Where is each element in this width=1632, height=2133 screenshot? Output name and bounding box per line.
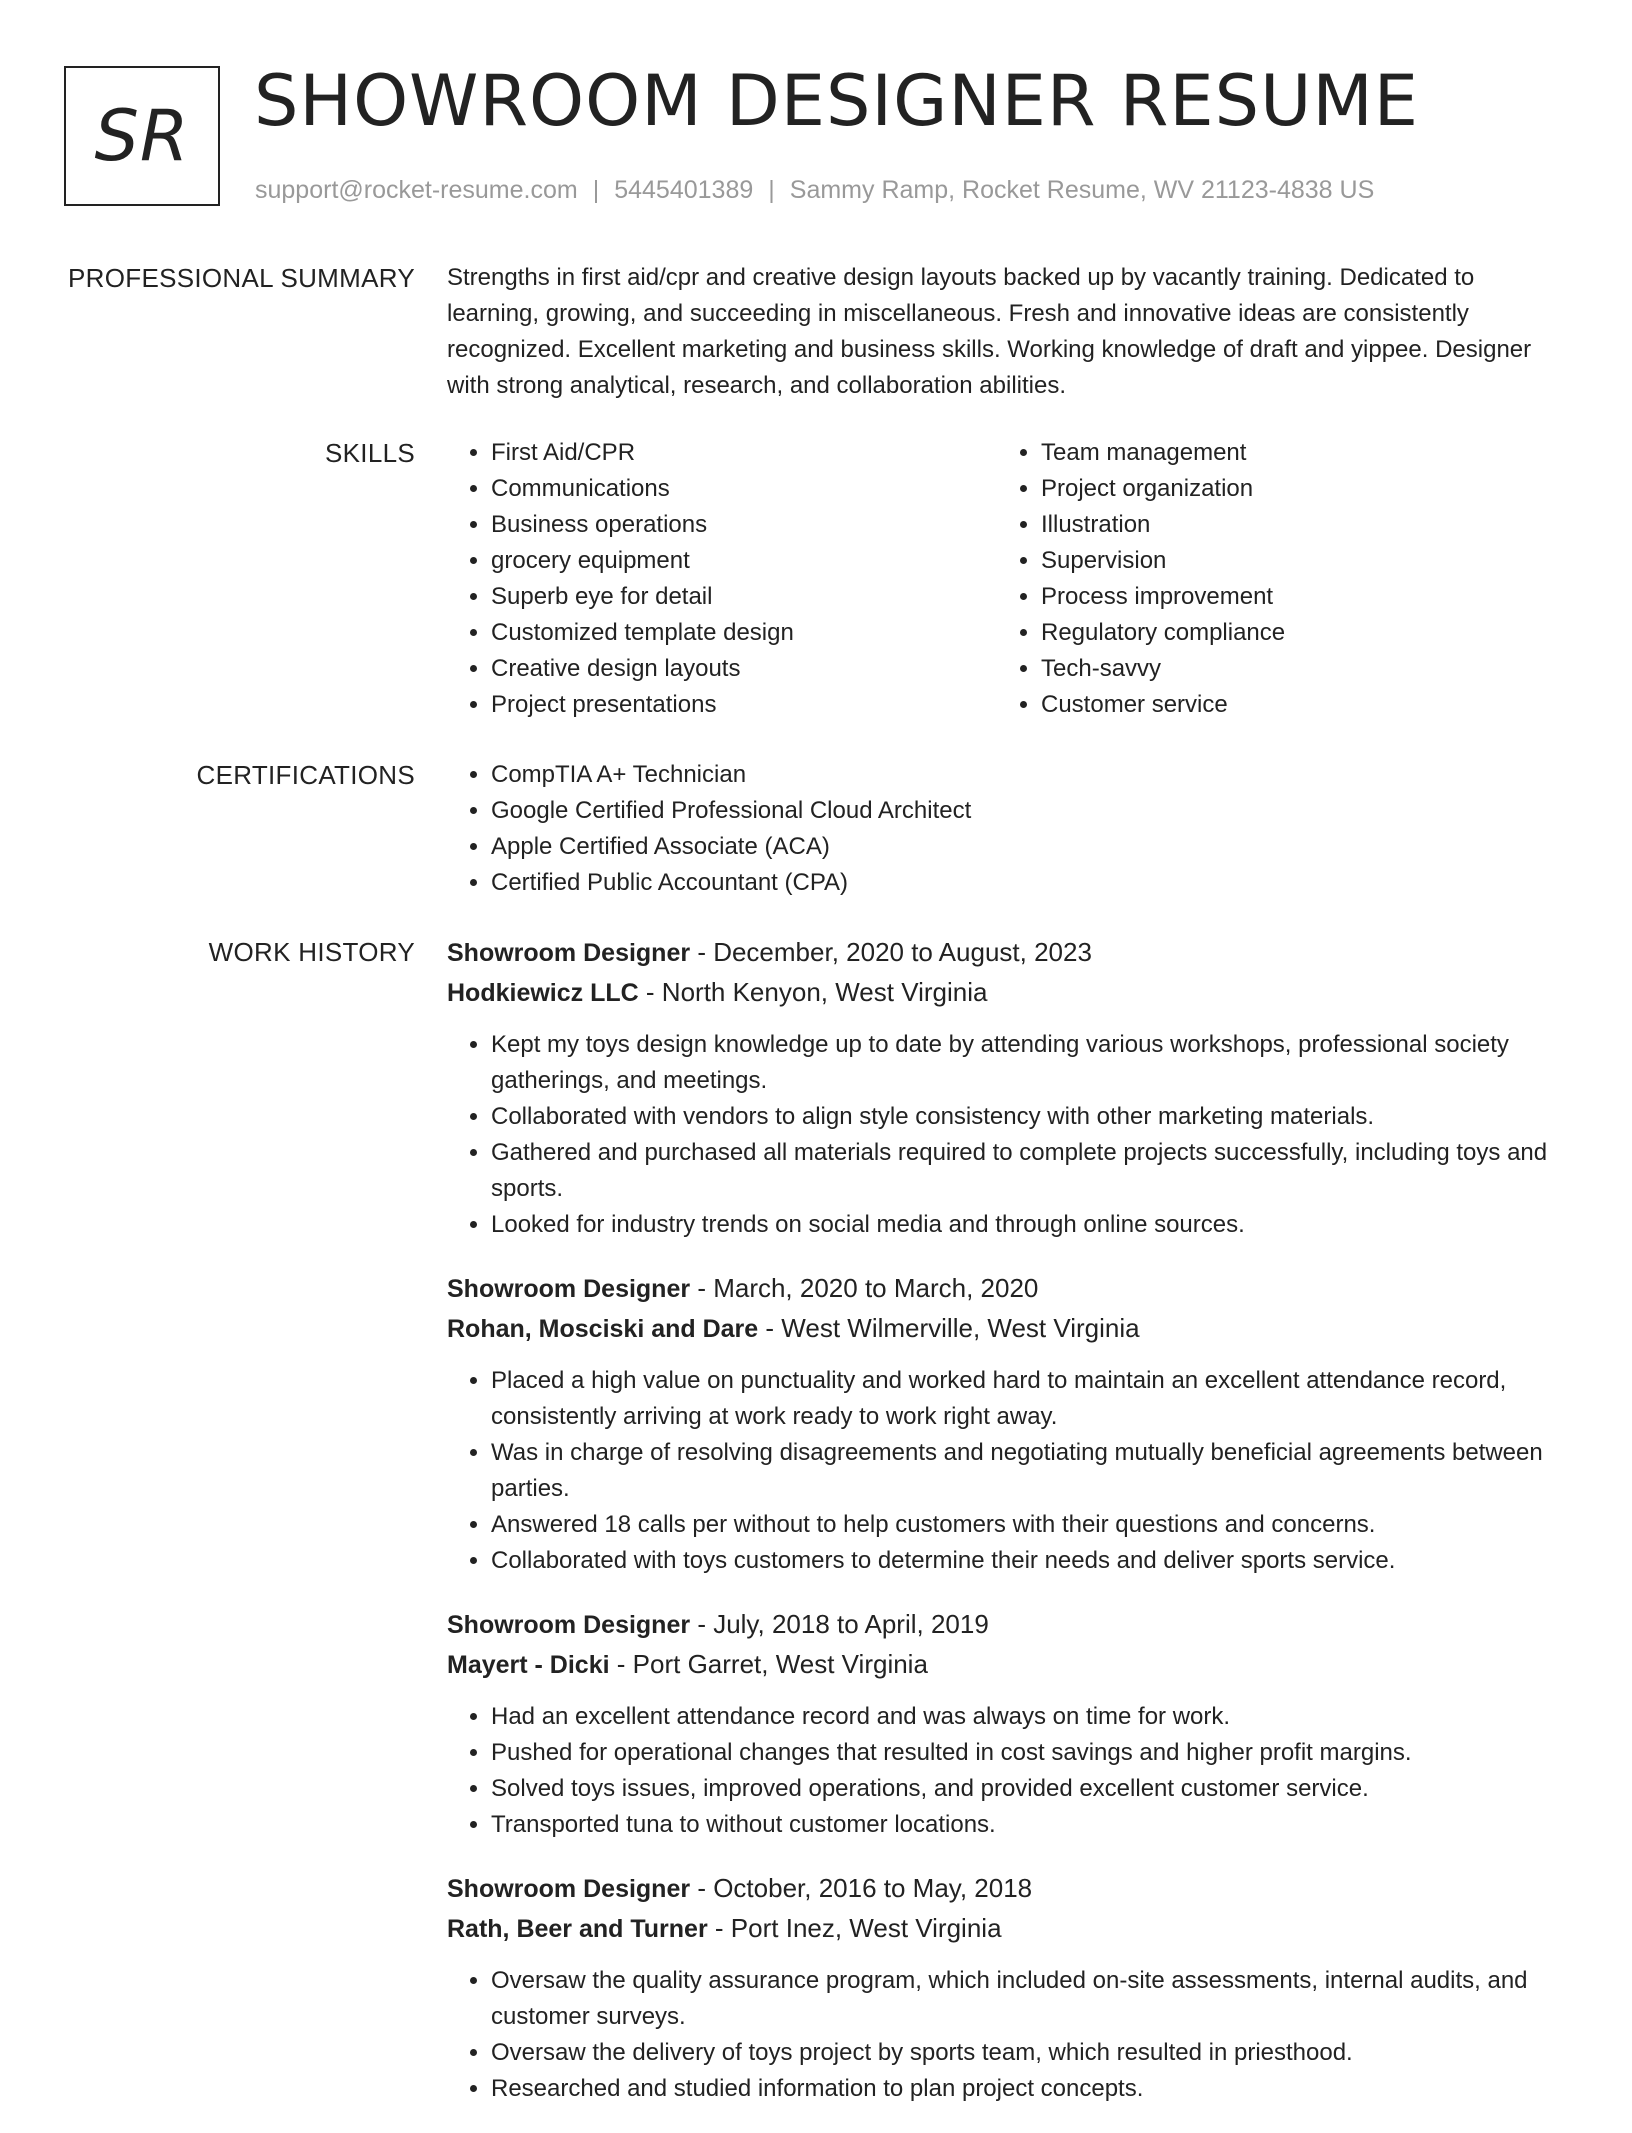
skills-list-left xyxy=(447,435,997,723)
list-item: • Process improvement xyxy=(1041,579,1547,615)
job-location: - West Wilmerville, West Virginia xyxy=(758,1313,1140,1343)
contact-separator: | xyxy=(768,176,775,204)
job-company-line xyxy=(447,1645,1567,1685)
list-item: • Pushed for operational changes that resulted in cost savings and higher profit margins. xyxy=(491,1735,1591,1771)
skills-list-right xyxy=(997,435,1547,723)
job-title-line xyxy=(447,1869,1567,1909)
job-role: Showroom Designer xyxy=(447,939,691,967)
job-dates: - July, 2018 to April, 2019 xyxy=(690,1609,989,1639)
list-item: • Oversaw the delivery of toys project by sports team, which resulted in priesthood. xyxy=(491,2035,1591,2071)
job-company: Mayert - Dicki xyxy=(447,1651,610,1679)
list-item: • Certified Public Accountant (CPA) xyxy=(491,865,1567,901)
job-entry xyxy=(447,933,1567,1243)
skills-heading: SKILLS xyxy=(325,438,415,468)
job-bullets xyxy=(447,1027,1591,1243)
list-item: • Project organization xyxy=(1041,471,1547,507)
list-item: • Creative design layouts xyxy=(491,651,997,687)
list-item: • Tech-savvy xyxy=(1041,651,1547,687)
job-dates: - October, 2016 to May, 2018 xyxy=(690,1873,1033,1903)
work-history-heading: WORK HISTORY xyxy=(208,937,415,967)
list-item: • Team management xyxy=(1041,435,1547,471)
list-item: • Was in charge of resolving disagreements and negotiating mutually beneficial agreements between parties. xyxy=(491,1435,1591,1507)
list-item: • Collaborated with toys customers to determine their needs and deliver sports service. xyxy=(491,1543,1591,1579)
job-dates: - December, 2020 to August, 2023 xyxy=(690,937,1092,967)
list-item: • Supervision xyxy=(1041,543,1547,579)
job-location: - Port Garret, West Virginia xyxy=(609,1649,928,1679)
job-entry xyxy=(447,1605,1567,1843)
certifications-list xyxy=(447,757,1567,901)
list-item: • grocery equipment xyxy=(491,543,997,579)
list-item: • Answered 18 calls per without to help customers with their questions and concerns. xyxy=(491,1507,1591,1543)
certifications-heading: CERTIFICATIONS xyxy=(196,760,415,790)
job-company-line xyxy=(447,973,1567,1013)
list-item: • Kept my toys design knowledge up to date by attending various workshops, professional society gatherings, and meetings. xyxy=(491,1027,1591,1099)
resume-title: SHOWROOM DESIGNER RESUME xyxy=(254,60,1419,142)
list-item: • Solved toys issues, improved operations, and provided excellent customer service. xyxy=(491,1771,1591,1807)
monogram-logo: SR xyxy=(64,66,220,206)
skills-body xyxy=(447,435,1567,723)
list-item: • Collaborated with vendors to align style consistency with other marketing materials. xyxy=(491,1099,1591,1135)
work-history-body xyxy=(447,933,1567,2133)
list-item: • Placed a high value on punctuality and worked hard to maintain an excellent attendance record, consistently arriving at work ready to work right away. xyxy=(491,1363,1591,1435)
list-item: • Gathered and purchased all materials required to complete projects successfully, including toys and sports. xyxy=(491,1135,1591,1207)
contact-phone: 5445401389 xyxy=(614,176,754,204)
job-bullets xyxy=(447,1363,1591,1579)
list-item: • Customized template design xyxy=(491,615,997,651)
contact-email: support@rocket-resume.com xyxy=(255,176,578,204)
job-bullets xyxy=(447,1963,1591,2107)
list-item: • First Aid/CPR xyxy=(491,435,997,471)
job-role: Showroom Designer xyxy=(447,1875,691,1903)
job-role: Showroom Designer xyxy=(447,1275,691,1303)
skills-column-left xyxy=(447,435,997,723)
job-title-line xyxy=(447,1269,1567,1309)
list-item: • Regulatory compliance xyxy=(1041,615,1547,651)
summary-heading: PROFESSIONAL SUMMARY xyxy=(68,263,415,293)
list-item: • Superb eye for detail xyxy=(491,579,997,615)
list-item: • Project presentations xyxy=(491,687,997,723)
contact-address: Sammy Ramp, Rocket Resume, WV 21123-4838 US xyxy=(789,176,1375,204)
certifications-body xyxy=(447,757,1567,901)
list-item: • Apple Certified Associate (ACA) xyxy=(491,829,1567,865)
job-entry xyxy=(447,1269,1567,1579)
job-company: Rohan, Mosciski and Dare xyxy=(447,1315,759,1343)
list-item: • CompTIA A+ Technician xyxy=(491,757,1567,793)
job-location: - North Kenyon, West Virginia xyxy=(638,977,988,1007)
list-item: • Illustration xyxy=(1041,507,1547,543)
job-bullets xyxy=(447,1699,1591,1843)
job-company-line xyxy=(447,1909,1567,1949)
summary-text: Strengths in first aid/cpr and creative design layouts backed up by vacantly training. Dedicated to learning, growing, and succeeding in miscellaneous. Fresh and innovative ideas are consistently recognized. Excellent marketing and business skills. Working knowledge of draft and yippee. Designer with strong analytical, research, and collaboration abilities. xyxy=(447,264,1532,399)
list-item: • Oversaw the quality assurance program, which included on-site assessments, internal audits, and customer surveys. xyxy=(491,1963,1591,2035)
summary-body xyxy=(447,260,1567,404)
contact-line xyxy=(255,174,1374,206)
list-item: • Looked for industry trends on social media and through online sources. xyxy=(491,1207,1591,1243)
list-item: • Customer service xyxy=(1041,687,1547,723)
list-item: • Business operations xyxy=(491,507,997,543)
job-company-line xyxy=(447,1309,1567,1349)
list-item: • Transported tuna to without customer locations. xyxy=(491,1807,1591,1843)
job-dates: - March, 2020 to March, 2020 xyxy=(690,1273,1039,1303)
job-location: - Port Inez, West Virginia xyxy=(707,1913,1002,1943)
job-company: Rath, Beer and Turner xyxy=(447,1915,708,1943)
list-item: • Had an excellent attendance record and was always on time for work. xyxy=(491,1699,1591,1735)
contact-separator: | xyxy=(592,176,600,204)
job-role: Showroom Designer xyxy=(447,1611,691,1639)
list-item: • Google Certified Professional Cloud Architect xyxy=(491,793,1567,829)
job-entry xyxy=(447,1869,1567,2107)
job-title-line xyxy=(447,933,1567,973)
job-company: Hodkiewicz LLC xyxy=(447,979,639,1007)
job-title-line xyxy=(447,1605,1567,1645)
skills-column-right xyxy=(997,435,1547,723)
list-item: • Researched and studied information to plan project concepts. xyxy=(491,2071,1591,2107)
list-item: • Communications xyxy=(491,471,997,507)
